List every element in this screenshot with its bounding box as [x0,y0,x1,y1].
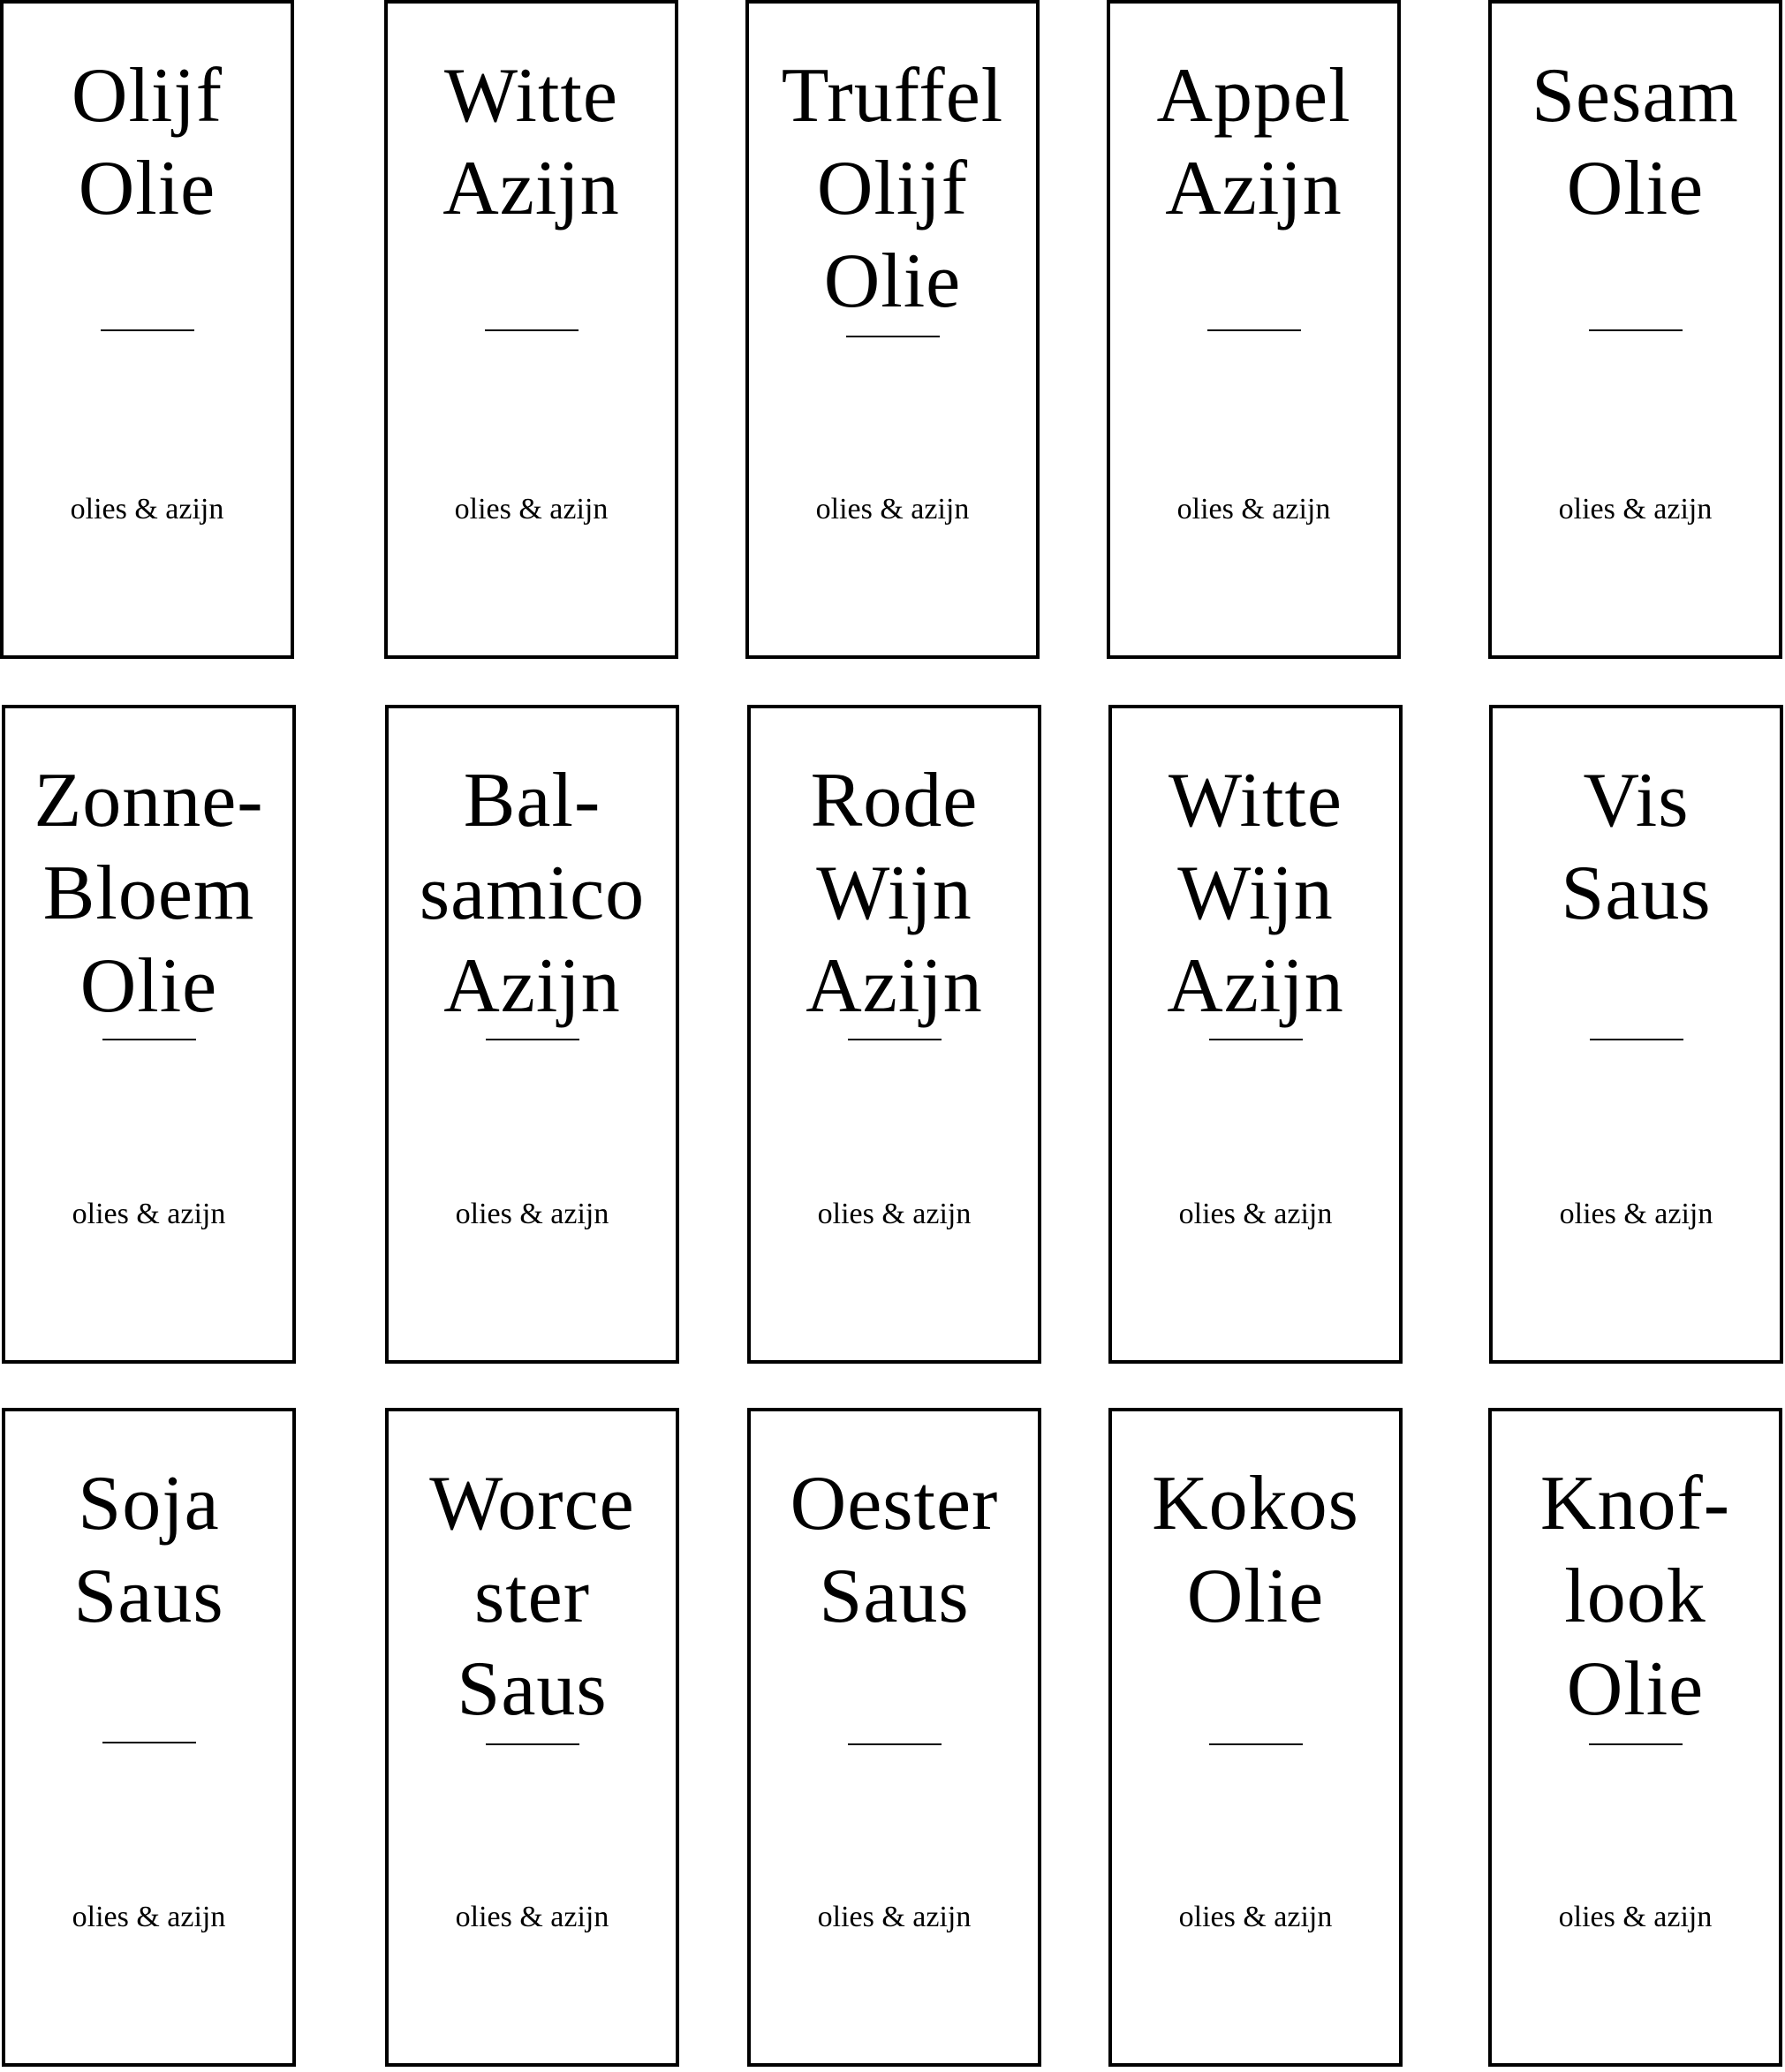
label-card [2,705,296,1364]
tagline: olies & azijn [815,493,970,526]
product-name-line: Oester [790,1461,999,1546]
divider-line [102,1742,196,1743]
product-name-line: Azijn [806,943,983,1029]
label-card [1108,705,1403,1364]
label-card [385,1408,679,2067]
product-name-line: Sesam [1532,53,1739,139]
product-name-line: Saus [73,1554,224,1639]
tagline: olies & azijn [817,1198,972,1230]
divider-line [1209,1039,1303,1040]
product-name-line: Saus [819,1554,970,1639]
product-name [1474,49,1785,235]
divider-line [486,1039,579,1040]
product-name-line: Saus [457,1646,608,1732]
product-name [733,754,1055,1032]
product-name-line: Bloem [42,851,255,936]
divider-line [1207,329,1301,331]
tagline: olies & azijn [817,1901,972,1933]
product-name [371,754,693,1032]
divider-line [485,329,579,331]
divider-line [101,329,194,331]
divider-line [848,1743,942,1745]
product-name [0,1457,310,1643]
product-name-line: Olie [79,943,218,1029]
tagline: olies & azijn [1559,1198,1713,1230]
tagline: olies & azijn [454,493,609,526]
label-card [745,0,1040,659]
product-name-line: Olijf [816,146,969,231]
divider-line [1209,1743,1303,1745]
tagline: olies & azijn [70,493,224,526]
label-card [747,1408,1041,2067]
product-name-line: Saus [1561,851,1712,936]
product-name-line: Olie [1566,146,1705,231]
product-name-line: Wijn [816,851,972,936]
divider-line [846,336,940,337]
label-card [747,705,1041,1364]
product-name-line: Olie [78,146,216,231]
product-name-line: Wijn [1177,851,1334,936]
product-name [731,49,1054,328]
product-name-line: Knof- [1539,1461,1731,1546]
product-name [371,1457,693,1735]
tagline: olies & azijn [72,1198,226,1230]
divider-line [1589,329,1683,331]
product-name-line: Olie [1566,1646,1705,1732]
divider-line [1589,1743,1683,1745]
product-name-line: Azijn [1167,943,1344,1029]
tagline: olies & azijn [1178,1901,1333,1933]
product-name-line: Appel [1156,53,1351,139]
product-name-line: Truffel [781,53,1004,139]
label-card [0,0,294,659]
product-name [0,754,310,1032]
label-card [384,0,678,659]
product-name [370,49,692,235]
tagline: olies & azijn [1558,493,1713,526]
product-name-line: Kokos [1152,1461,1359,1546]
product-name-line: Worce [429,1461,635,1546]
tagline: olies & azijn [1558,1901,1713,1933]
tagline: olies & azijn [72,1901,226,1933]
product-name-line: Zonne- [34,758,264,843]
product-name-line: Soja [78,1461,220,1546]
label-card [1488,0,1782,659]
product-name-line: Olie [823,238,962,324]
product-name-line: Bal- [463,758,601,843]
product-name [1094,754,1417,1032]
product-name-line: Witte [444,53,618,139]
product-name [1094,1457,1417,1643]
tagline: olies & azijn [455,1198,609,1230]
divider-line [1590,1039,1683,1040]
product-name [733,1457,1055,1643]
label-card [1108,1408,1403,2067]
product-name [0,49,308,235]
label-card [1488,1408,1782,2067]
product-name-line: Azijn [442,146,620,231]
product-name-line: Olijf [71,53,223,139]
product-name [1093,49,1415,235]
divider-line [848,1039,942,1040]
tagline: olies & azijn [1178,1198,1333,1230]
tagline: olies & azijn [1176,493,1331,526]
product-name-line: Witte [1169,758,1343,843]
label-card [2,1408,296,2067]
product-name-line: Azijn [443,943,621,1029]
product-name-line: Vis [1583,758,1690,843]
product-name-line: Rode [810,758,979,843]
product-name-line: Azijn [1165,146,1343,231]
product-name-line: look [1564,1554,1706,1639]
divider-line [102,1039,196,1040]
product-name-line: Olie [1186,1554,1325,1639]
product-name [1474,1457,1785,1735]
label-card [1489,705,1783,1364]
label-card [385,705,679,1364]
product-name-line: ster [473,1554,591,1639]
tagline: olies & azijn [455,1901,609,1933]
product-name-line: samico [419,851,646,936]
product-name [1475,754,1785,940]
label-card [1107,0,1401,659]
divider-line [486,1743,579,1745]
